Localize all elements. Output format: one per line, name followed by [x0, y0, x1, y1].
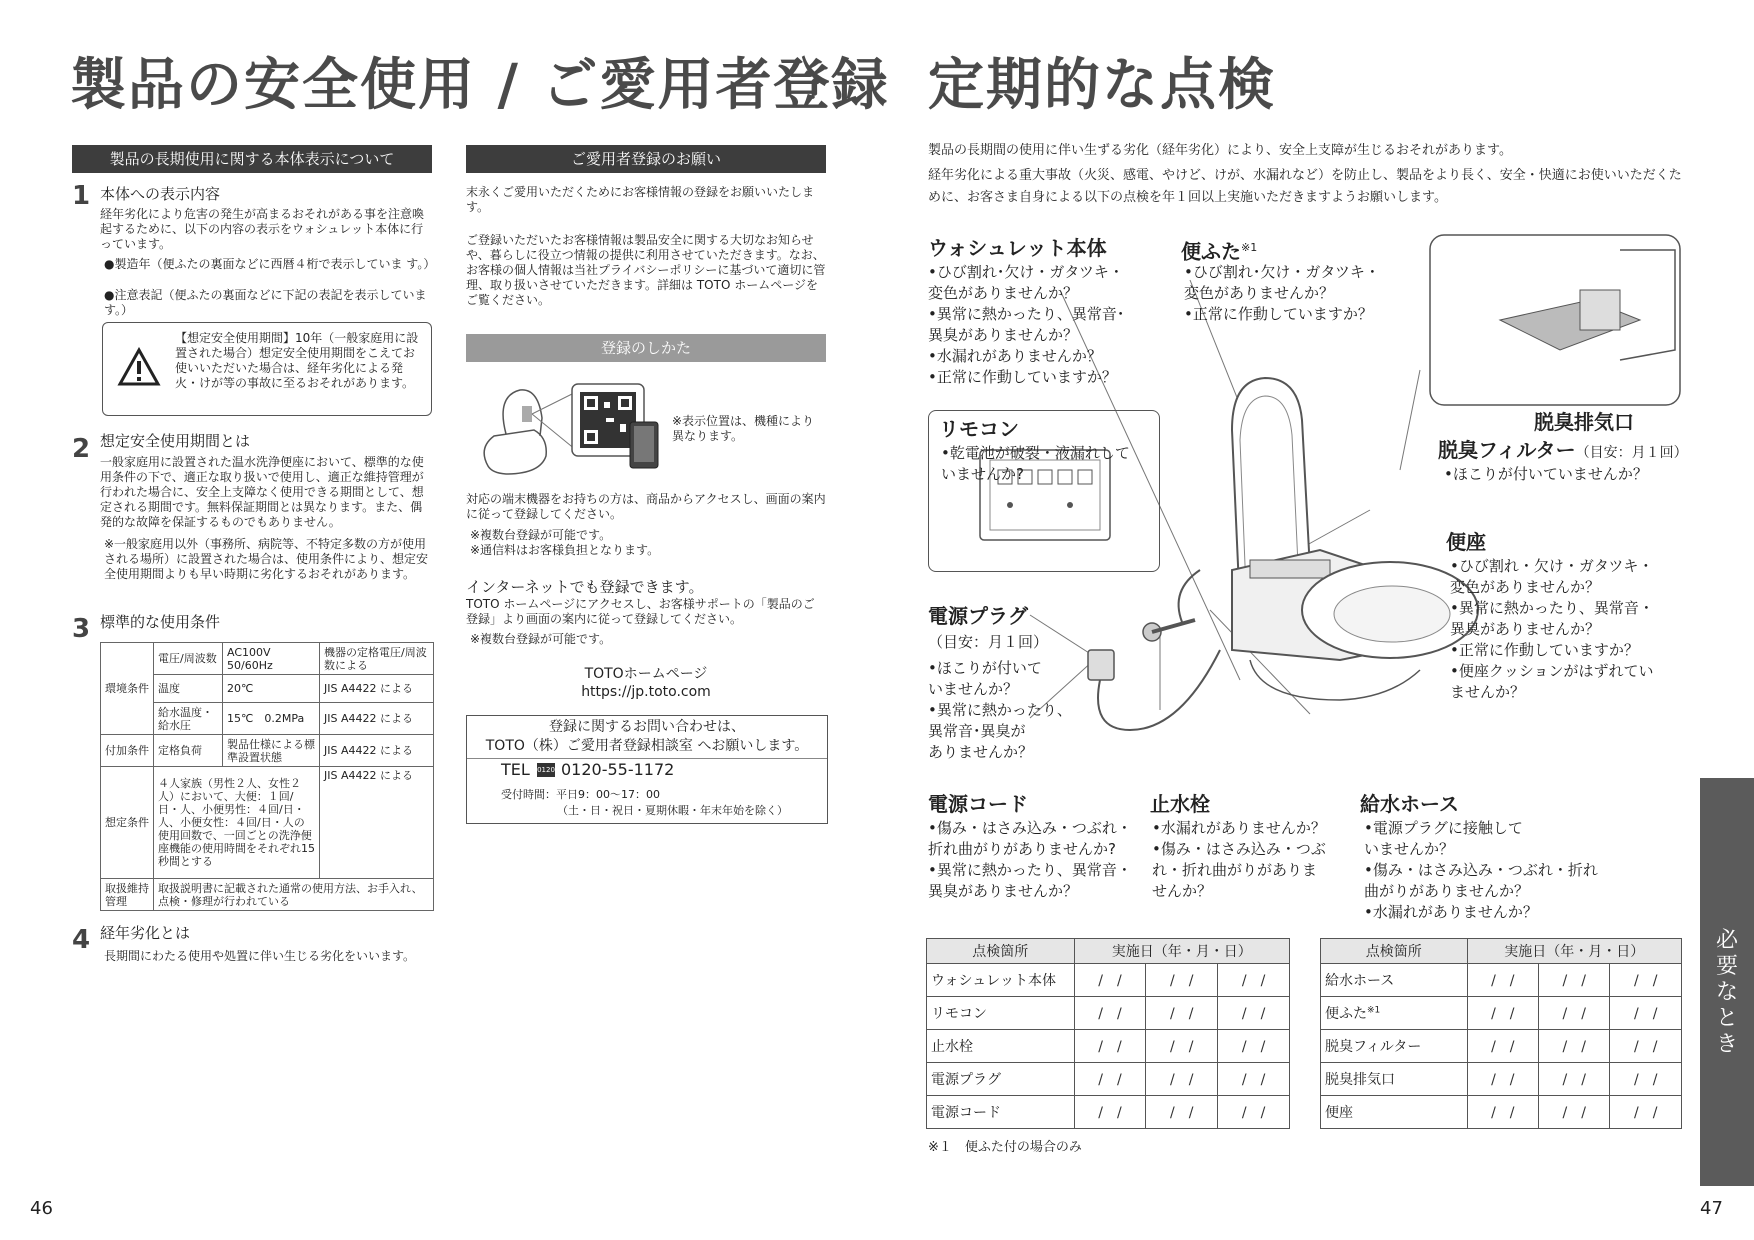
check-table-1 [926, 938, 1290, 1129]
table2-head-place: 点検箇所 [1321, 939, 1468, 964]
date-cell[interactable]: / / [1610, 1096, 1682, 1129]
page-title-left: 製品の安全使用 / ご愛用者登録 [70, 53, 890, 118]
date-cell[interactable]: / / [1610, 1063, 1682, 1096]
warning-text: 【想定安全使用期間】10年（一般家庭用に設置された場合）想定安全使用期間をこえてお使いいただいた場合は、経年劣化による発火・けが等の事故に至るおそれがあります。 [175, 331, 419, 390]
cond-r1-val: AC100V 50/60Hz [223, 643, 320, 675]
date-cell[interactable]: / / [1146, 997, 1218, 1030]
warning-icon [117, 347, 161, 387]
table1-head-date: 実施日（年・月・日） [1074, 939, 1289, 964]
intro-1: 製品の長期間の使用に伴い生ずる劣化（経年劣化）により、安全上支障が生じるおそれがあります。 [928, 143, 1512, 158]
free-dial-icon: 0120 [537, 763, 555, 777]
stop-valve-items: •水漏れがありませんか？ •傷み・はさみ込み・つぶ れ・折れ曲がりがありま せんか？ [1152, 819, 1326, 900]
page-number-right: 47 [1700, 1198, 1723, 1219]
table2-head-date: 実施日（年・月・日） [1467, 939, 1681, 964]
contact-box [466, 715, 828, 824]
section-4-number: 4 [72, 925, 91, 955]
date-cell[interactable]: / / [1539, 997, 1610, 1030]
plug-note: （目安：月１回） [928, 633, 1049, 651]
stop-valve-label: 止水栓 [1150, 792, 1210, 816]
section-2-number: 2 [72, 434, 91, 464]
washlet-body-items: •ひび割れ･欠け・ガタツキ・ 変色がありませんか？ •異常に熱かったり、異常音･ 異臭がありませんか？ •水漏れがありませんか？ •正常に作動していますか？ [928, 263, 1125, 386]
date-cell[interactable]: / / [1074, 1063, 1146, 1096]
cond-r1-basis: 機器の定格電圧/周波数による [320, 643, 434, 675]
date-cell[interactable]: / / [1610, 997, 1682, 1030]
date-cell[interactable]: / / [1467, 1030, 1538, 1063]
cond-add: 付加条件 [101, 735, 154, 767]
date-cell[interactable]: / / [1146, 1096, 1218, 1129]
table1-head-place: 点検箇所 [927, 939, 1075, 964]
table1-row: 止水栓 [927, 1030, 1075, 1063]
section-1-bullet-1: ●製造年（便ふたの裏面などに西暦４桁で表示していま す。） [104, 257, 436, 271]
check-table-2 [1320, 938, 1682, 1129]
internet-text: TOTO ホームページにアクセスし、お客様サポートの「製品のご登録」より画面の案内に従って登録してください。 [466, 597, 815, 626]
registration-text-1: 末永くご愛用いただくためにお客様情報の登録をお願いいたします。 [466, 185, 815, 214]
table2-row-lid-sup: ※1 [1367, 1005, 1381, 1016]
section-1-text: 経年劣化により危害の発生が高まるおそれがある事を注意喚起するために、以下の内容の表示をウォシュレット本体に行っています。 [100, 207, 425, 251]
cond-r5-basis: JIS A4422 による [320, 767, 434, 879]
date-cell[interactable]: / / [1467, 964, 1538, 997]
cond-r2-basis: JIS A4422 による [320, 675, 434, 703]
registration-header: ご愛用者登録のお願い [466, 145, 826, 173]
table2-row: 便座 [1321, 1096, 1468, 1129]
table1-row: ウォシュレット本体 [927, 964, 1075, 997]
section-1-bullet-2: ●注意表記（便ふたの裏面などに下記の表記を表示していま す。） [104, 288, 427, 317]
device-note-1: ※複数台登録が可能です。 [470, 528, 612, 542]
page-number-left: 46 [30, 1198, 53, 1219]
date-cell[interactable]: / / [1146, 964, 1218, 997]
date-cell[interactable]: / / [1539, 1096, 1610, 1129]
cond-r6-val: 取扱説明書に記載された通常の使用方法、お手入れ、点検・修理が行われている [154, 879, 434, 911]
date-cell[interactable]: / / [1218, 997, 1290, 1030]
cond-env: 環境条件 [101, 643, 154, 735]
plug-label: 電源プラグ [928, 604, 1028, 628]
section-1-title: 本体への表示内容 [100, 185, 221, 203]
deodor-filter-note: （目安：月１回） [1575, 445, 1688, 461]
date-cell[interactable]: / / [1146, 1030, 1218, 1063]
lid-label-text: 便ふた [1181, 239, 1241, 264]
intro-2: 経年劣化による重大事故（火災、感電、やけど、けが、水漏れなど）を防止し、製品をより長く、安全・快適にお使いいただくために、お客さま自身による以下の点検を年１回以上実施いただきますようお願いします。 [928, 168, 1682, 205]
cond-r4-val: 製品仕様による標準設置状態 [223, 735, 320, 767]
cond-r1-item: 電圧/周波数 [154, 643, 223, 675]
remote-items: •乾電池が破裂・液漏れして いませんか? [941, 444, 1130, 483]
internet-note: ※複数台登録が可能です。 [470, 632, 612, 646]
section-3-title: 標準的な使用条件 [100, 613, 221, 631]
cond-r4-item: 定格負荷 [154, 735, 223, 767]
side-tab-label: 必要なとき [1715, 928, 1738, 1057]
table1-row: 電源コード [927, 1096, 1075, 1129]
table2-row-lid: 便ふた [1325, 1006, 1367, 1022]
position-note: ※表示位置は、機種により異なります。 [672, 414, 815, 443]
washlet-body-label: ウォシュレット本体 [928, 236, 1107, 260]
page-title-right: 定期的な点検 [928, 53, 1276, 118]
deodor-filter-heading [1438, 438, 1688, 462]
device-note-2: ※通信料はお客様負担となります。 [470, 543, 660, 557]
date-cell[interactable]: / / [1074, 997, 1146, 1030]
section-2-title: 想定安全使用期間とは [100, 432, 251, 450]
long-use-header: 製品の長期使用に関する本体表示について [72, 145, 432, 173]
date-cell[interactable]: / / [1218, 1063, 1290, 1096]
cond-maint: 取扱維持管理 [101, 879, 154, 911]
table2-row: 給水ホース [1321, 964, 1468, 997]
date-cell[interactable]: / / [1539, 964, 1610, 997]
contact-line-2: TOTO（株）ご愛用者登録相談室 へお願いします。 [467, 737, 827, 759]
registration-text-2: ご登録いただいたお客様情報は製品安全に関する大切なお知らせや、暮らしに役立つ情報の提供に利用させていただきます。なお、お客様の個人情報は当社プライバシーポリシーに基づいて適切に管理、取り扱いさせていただきます。詳細は TOTO ホームページをご覧ください。 [466, 233, 826, 307]
cond-r2-val: 20℃ [223, 675, 320, 703]
tel-number[interactable]: 0120-55-1172 [561, 760, 675, 779]
how-to-register-header: 登録のしかた [466, 334, 826, 362]
cond-assume: 想定条件 [101, 767, 154, 879]
table2-row [1321, 997, 1468, 1030]
date-cell[interactable]: / / [1467, 1096, 1538, 1129]
date-cell[interactable]: / / [1218, 964, 1290, 997]
date-cell[interactable]: / / [1146, 1063, 1218, 1096]
cond-r3-item: 給水温度・給水圧 [154, 703, 223, 735]
hours-2: （土・日・祝日・夏期休暇・年末年始を除く） [557, 804, 788, 817]
table2-row: 脱臭フィルター [1321, 1030, 1468, 1063]
remote-box [928, 410, 1160, 572]
hours-1: 受付時間：平日9：00～17：00 [501, 788, 660, 801]
remote-label: リモコン [939, 417, 1019, 441]
section-2-text: 一般家庭用に設置された温水洗浄便座において、標準的な使用条件の下で、適正な取り扱いで使用し、適正な維持管理が行われた場合に、安全上支障なく使用できる期間として、想定される期間です。無料保証期間とは異なります。また、偶発的な故障を保証するものでもありません。 [100, 455, 424, 529]
date-cell[interactable]: / / [1539, 1030, 1610, 1063]
cond-r3-basis: JIS A4422 による [320, 703, 434, 735]
date-cell[interactable]: / / [1610, 1030, 1682, 1063]
supply-hose-label: 給水ホース [1360, 792, 1459, 816]
section-2-note: ※一般家庭用以外（事務所、病院等、不特定多数の方が使用される場所）に設置された場合は、使用条件により、想定安全使用期間よりも早い時期に劣化するおそれがあります。 [104, 537, 429, 581]
section-3-number: 3 [72, 614, 91, 644]
table2-row: 脱臭排気口 [1321, 1063, 1468, 1096]
contact-line-1: 登録に関するお問い合わせは、 [549, 719, 745, 735]
date-cell[interactable]: / / [1610, 964, 1682, 997]
date-cell[interactable]: / / [1074, 964, 1146, 997]
internet-title: インターネットでも登録できます。 [466, 578, 704, 596]
lid-label-sup: ※1 [1241, 241, 1258, 254]
device-text: 対応の端末機器をお持ちの方は、商品からアクセスし、画面の案内に従って登録してください。 [466, 492, 826, 521]
footnote: ※１ 便ふた付の場合のみ [928, 1140, 1082, 1155]
cord-label: 電源コード [928, 792, 1028, 816]
supply-hose-items: •電源プラグに接触して いませんか？ •傷み・はさみ込み・つぶれ・折れ 曲がりがありませんか？ •水漏れがありませんか？ [1364, 819, 1598, 921]
cond-r2-item: 温度 [154, 675, 223, 703]
plug-items: •ほこりが付いて いませんか？ •異常に熱かったり、 異常音･異臭が ありませんか？ [928, 659, 1072, 761]
lid-label [1181, 236, 1257, 264]
section-4-title: 経年劣化とは [100, 924, 191, 942]
date-cell[interactable]: / / [1467, 997, 1538, 1030]
table1-row: 電源プラグ [927, 1063, 1075, 1096]
deodor-filter-label: 脱臭フィルター [1438, 438, 1576, 462]
seat-label: 便座 [1446, 530, 1486, 554]
date-cell[interactable]: / / [1539, 1063, 1610, 1096]
date-cell[interactable]: / / [1218, 1096, 1290, 1129]
cond-r4-basis: JIS A4422 による [320, 735, 434, 767]
cond-r5-val: ４人家族（男性２人、女性２人）において、大便：１回/日・人、小便男性：４回/日・人、小便女性：４回/日・人の使用回数で、一回ごとの洗浄便座機能の使用時間をそれぞれ15秒間とする [154, 767, 320, 879]
deodor-filter-items: •ほこりが付いていませんか？ [1444, 465, 1648, 483]
date-cell[interactable]: / / [1074, 1096, 1146, 1129]
date-cell[interactable]: / / [1467, 1063, 1538, 1096]
warning-box [102, 322, 432, 416]
homepage-label: TOTOホームページ [584, 666, 708, 682]
table1-row: リモコン [927, 997, 1075, 1030]
section-4-text: 長期間にわたる使用や処置に伴い生じる劣化をいいます。 [104, 949, 416, 963]
homepage-url[interactable]: https://jp.toto.com [581, 684, 711, 700]
usage-conditions-table [100, 642, 434, 911]
cond-r3-val: 15℃ 0.2MPa [223, 703, 320, 735]
toilet-qr-illustration [476, 378, 676, 478]
seat-items: •ひび割れ・欠け・ガタツキ・ 変色がありませんか？ •異常に熱かったり、異常音・ 異臭がありませんか？ •正常に作動していますか？ •便座クッションがはずれてい ませんか？ [1450, 557, 1654, 701]
deodor-outlet-label: 脱臭排気口 [1534, 410, 1634, 434]
side-tab[interactable] [1700, 778, 1754, 1186]
section-1-number: 1 [72, 181, 91, 211]
tel-label: TEL [501, 760, 530, 779]
date-cell[interactable]: / / [1218, 1030, 1290, 1063]
lid-items: •ひび割れ･欠け・ガタツキ・ 変色がありませんか？ •正常に作動していますか？ [1184, 263, 1380, 323]
cord-items: •傷み・はさみ込み・つぶれ・ 折れ曲がりがありませんか? •異常に熱かったり、異常音・ 異臭がありませんか？ [928, 819, 1132, 900]
date-cell[interactable]: / / [1074, 1030, 1146, 1063]
